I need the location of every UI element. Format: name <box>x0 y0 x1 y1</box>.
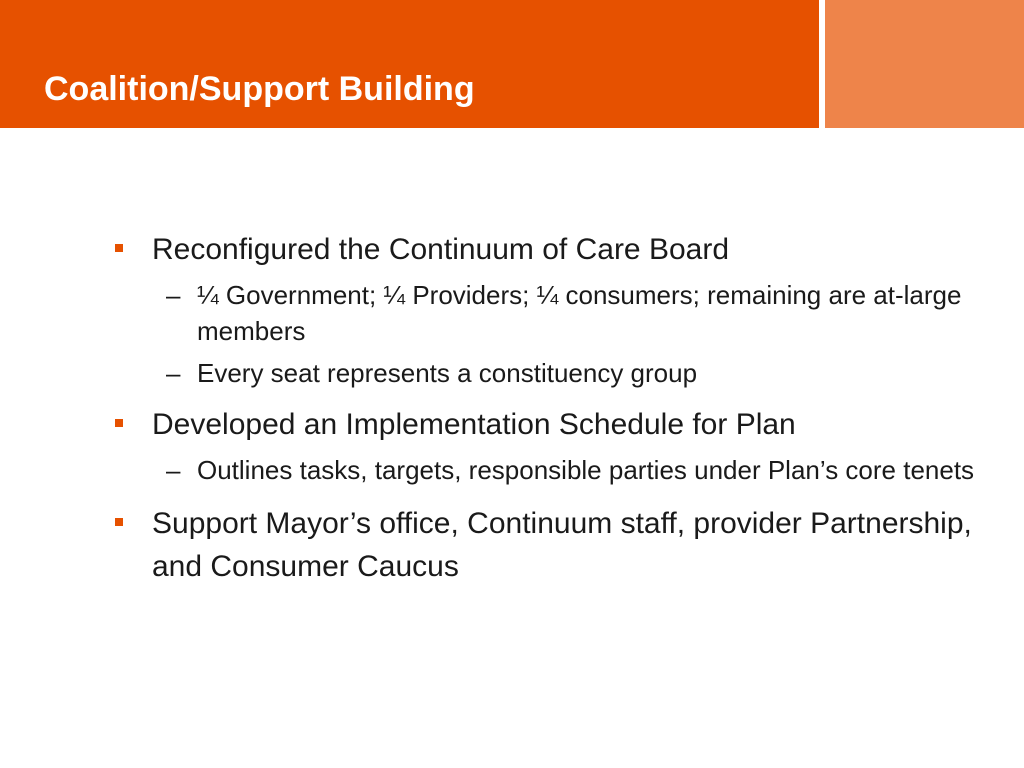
bullet-item <box>110 403 990 446</box>
square-bullet-icon <box>115 419 123 427</box>
bullet-text: Reconfigured the Continuum of Care Board <box>152 233 730 266</box>
square-bullet-icon <box>115 518 123 526</box>
dash-icon: – <box>166 280 181 310</box>
header-accent-block <box>825 0 1024 128</box>
sub-bullet-item <box>154 355 990 391</box>
sub-bullet-text: ¼ Government; ¼ Providers; ¼ consumers; remaining are at-large members <box>197 280 962 346</box>
sub-bullet-item <box>154 277 990 349</box>
bullet-text: Support Mayor’s office, Continuum staff, provider Partnership, and Consumer Caucus <box>152 507 972 583</box>
sub-bullet-item <box>154 452 990 488</box>
bullet-list <box>110 228 990 588</box>
sub-bullet-text: Outlines tasks, targets, responsible parties under Plan’s core tenets <box>197 455 975 485</box>
bullet-item <box>110 228 990 271</box>
dash-icon: – <box>166 455 181 485</box>
bullet-text: Developed an Implementation Schedule for Plan <box>152 408 796 441</box>
sub-bullet-text: Every seat represents a constituency group <box>197 358 698 388</box>
dash-icon: – <box>166 358 181 388</box>
square-bullet-icon <box>115 244 123 252</box>
bullet-item <box>110 502 990 588</box>
slide-title: Coalition/Support Building <box>44 70 475 108</box>
